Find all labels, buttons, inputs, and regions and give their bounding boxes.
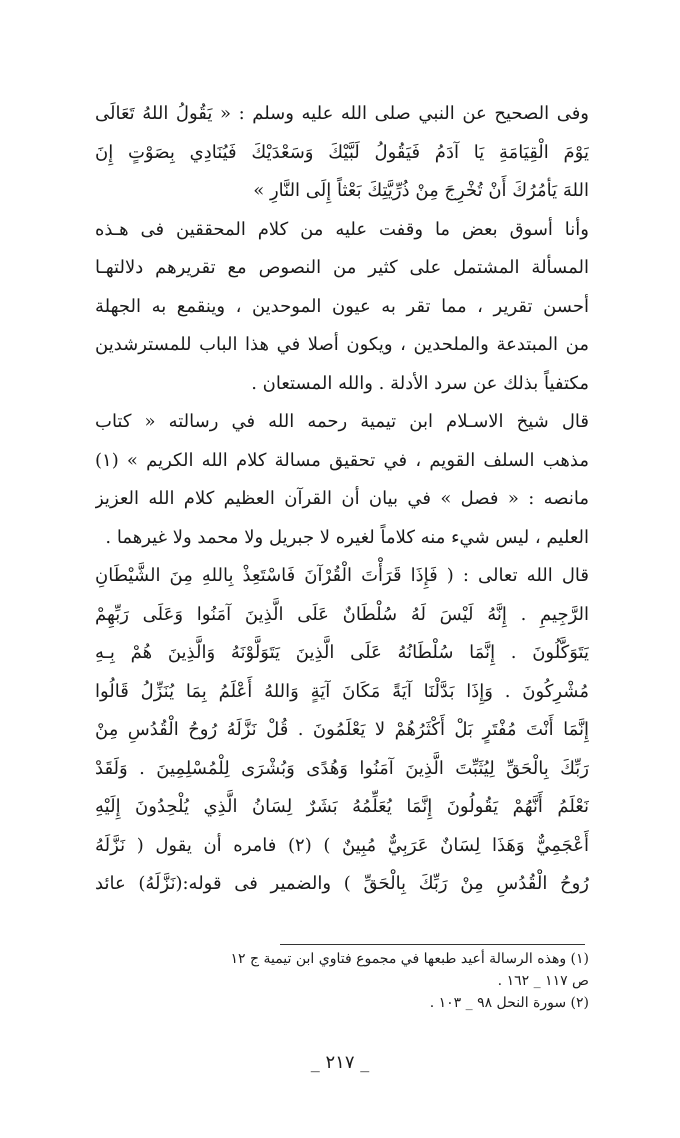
text-line: مكتفياً بذلك عن سرد الأدلة . والله المستعان . [251,372,589,394]
text-line: أَعْجَمِيٌّ وَهَذَا لِسَانٌ عَرَبِيٌّ مُبِينٌ ) (٢) فامره أن يقول ( نَزَّلَهُ [95,834,589,856]
page-number: _ ٢١٧ _ [310,1052,370,1073]
text-line: من المبتدعة والملحدين ، ويكون أصلا في هذا الباب للمسترشدين [95,334,589,355]
text-line: مذهب السلف القويم ، في تحقيق مسالة كلام الله الكريم » (١) [95,449,589,471]
text-line: رَبِّكَ بِالْحَقِّ لِيُثَبِّتَ الَّذِينَ آمَنُوا وَهُدًى وَبُشْرَى لِلْمُسْلِمِينَ . وَلَقَدْ [95,757,589,779]
text-line: يَوْمَ الْقِيَامَةِ يَا آدَمُ فَيَقُولُ لَبَّيْكَ وَسَعْدَيْكَ فَيُنَادِي بِصَوْتٍ إِنَ [95,141,589,163]
text-line: مُشْرِكُونَ . وَإِذَا بَدَّلْنَا آيَةً مَكَانَ آيَةٍ وَاللهُ أَعْلَمُ بِمَا يُنَزِّلُ قَالُوا [95,680,589,702]
text-line: اللهَ يَأمُرُكَ أَنْ تُخْرِجَ مِنْ ذُرِّيَّتِكَ بَعْثاً إِلَى النَّارِ » [253,180,589,201]
text-line: رُوحُ الْقُدُسِ مِنْ رَبِّكَ بِالْحَقِّ ) والضمير فى قوله:(نَزَّلَهُ) عائد [95,873,589,894]
text-line: المسألة المشتمل على كثير من النصوص مع تقريرهم دلالتهـا [95,257,589,278]
text-line: وأنا أسوق بعض ما وقفت عليه من كلام المحققين فى هـذه [95,218,589,240]
text-line: مانصه : « فصل » في بيان أن القرآن العظيم كلام الله العزيز [95,488,589,509]
text-line: يَتَوَكَّلُونَ . إِنَّمَا سُلْطَانُهُ عَلَى الَّذِينَ يَتَوَلَّوْنَهُ وَالَّذِينَ هُمْ بِـهِ [95,642,589,663]
text-line: أحسن تقرير ، مما تقر به عيون الموحدين ، وينقمع به الجهلة [95,295,589,317]
text-line: قال شيخ الاسـلام ابن تيمية رحمه الله في رسالته « كتاب [95,411,589,432]
footnotes [95,948,589,1014]
text-line: الرَّجِيمِ . إِنَّهُ لَيْسَ لَهُ سُلْطَانٌ عَلَى الَّذِينَ آمَنُوا وَعَلَى رَبِّهِمْ [95,603,589,625]
footnote-divider [280,944,585,945]
text-line: نَعْلَمُ أَنَّهُمْ يَقُولُونَ إِنَّمَا يُعَلِّمُهُ بَشَرٌ لِسَانُ الَّذِي يُلْحِدُونَ إِلَيْهِ [95,796,589,817]
text-line: العليم ، ليس شيء منه كلاماً لغيره لا جبريل ولا محمد ولا غيرهما . [105,526,589,548]
text-line: وفى الصحيح عن النبي صلى الله عليه وسلم : « يَقُولُ اللهُ تَعَالَى [95,103,589,124]
footnote-line: (١) وهذه الرسالة أعيد طبعها في مجموع فتاوي ابن تيمية ج ١٢ [230,951,589,967]
main-text [95,95,589,904]
text-line: قال الله تعالى : ( فَإِذَا قَرَأْتَ الْقُرْآنَ فَاسْتَعِذْ بِاللهِ مِنَ الشَّيْطَانِ [95,565,589,586]
text-line: إِنَّمَا أَنْتَ مُفْتَرٍ بَلْ أَكْثَرُهُمْ لا يَعْلَمُونَ . قُلْ نَزَّلَهُ رُوحُ الْقُدُسِ مِنْ [95,719,589,740]
footnote-line: (٢) سورة النحل ٩٨ _ ١٠٣ . [429,995,589,1011]
footnote-line: ص ١١٧ _ ١٦٢ . [497,973,589,989]
